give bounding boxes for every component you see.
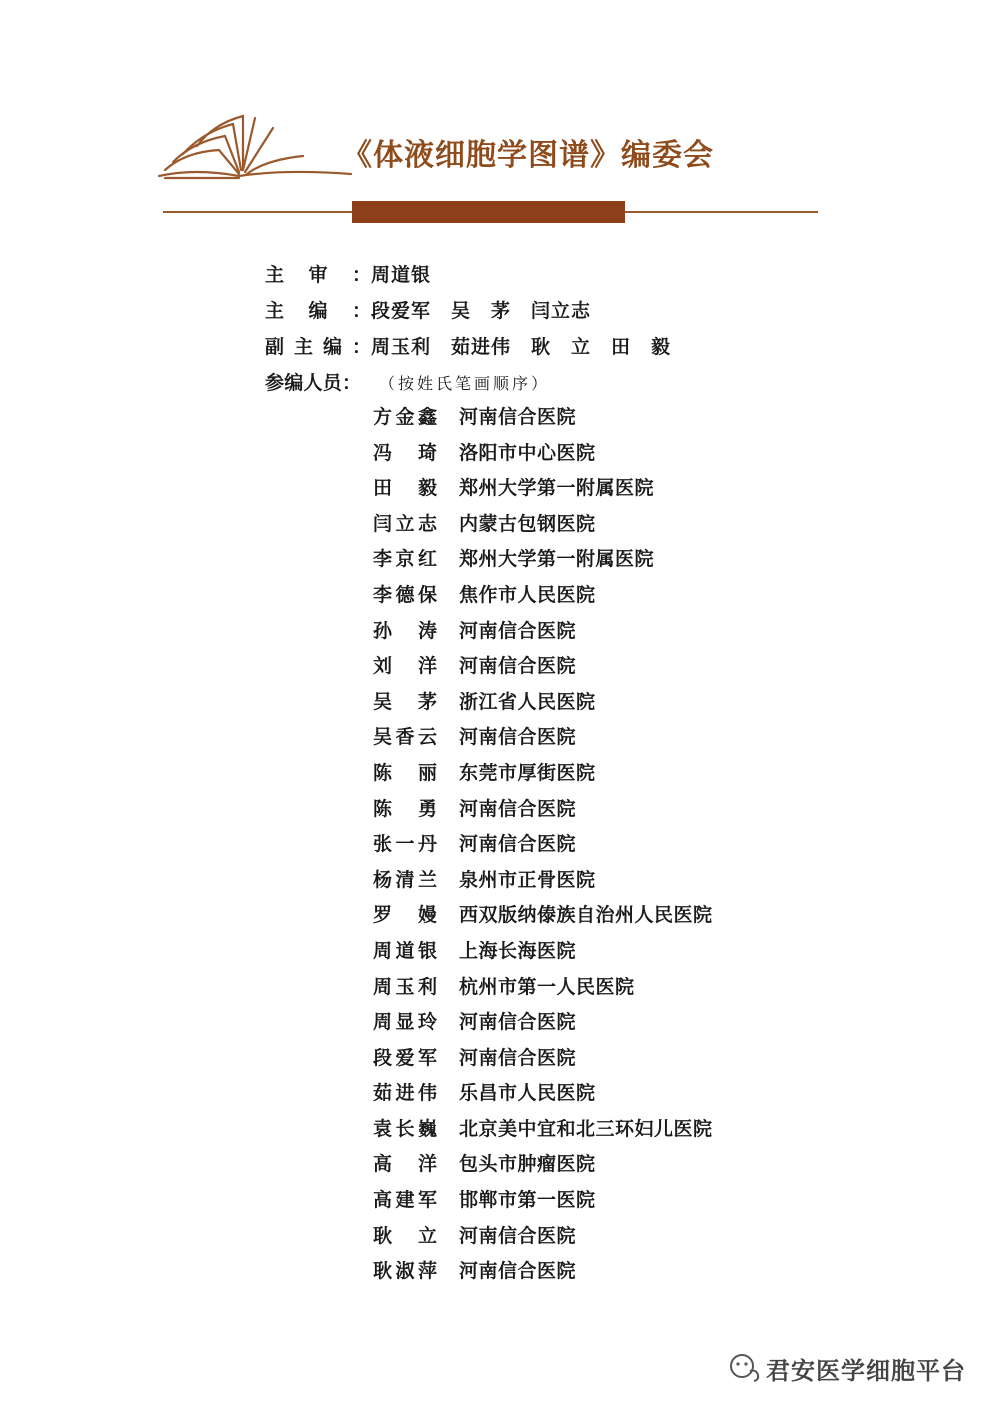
list-item [373, 758, 713, 794]
member-institution: 西双版纳傣族自治州人民医院 [459, 904, 713, 927]
title-accent-bar [352, 201, 625, 223]
member-institution: 郑州大学第一附属医院 [459, 548, 655, 571]
member-institution: 河南信合医院 [459, 1224, 577, 1247]
member-name: 高洋 [373, 1153, 437, 1176]
list-item [373, 936, 713, 972]
list-item [373, 1185, 713, 1221]
member-institution: 河南信合医院 [459, 619, 577, 642]
member-name: 李德保 [373, 583, 437, 606]
role-label: 主审： [265, 264, 371, 286]
role-associate-editors [265, 332, 671, 368]
list-item [373, 1078, 713, 1114]
member-institution: 上海长海医院 [459, 939, 577, 962]
member-name: 耿淑萍 [373, 1260, 437, 1283]
member-name: 吴香云 [373, 726, 437, 749]
list-item [373, 509, 713, 545]
member-institution: 河南信合医院 [459, 655, 577, 678]
member-name: 刘洋 [373, 655, 437, 678]
member-name: 李京红 [373, 548, 437, 571]
list-item [373, 544, 713, 580]
member-name: 袁长巍 [373, 1117, 437, 1140]
role-chief-reviewer [265, 260, 671, 296]
list-item [373, 580, 713, 616]
member-institution: 邯郸市第一医院 [459, 1189, 596, 1212]
list-item [373, 900, 713, 936]
list-item [373, 473, 713, 509]
list-item [373, 651, 713, 687]
open-book-icon [155, 112, 355, 184]
member-name: 方金鑫 [373, 406, 437, 428]
member-institution: 河南信合医院 [459, 797, 577, 820]
member-name: 罗嫚 [373, 904, 437, 927]
ordering-note: （按姓氏笔画顺序） [379, 374, 551, 393]
role-contributors [265, 368, 671, 404]
member-institution: 河南信合医院 [459, 406, 577, 428]
member-institution: 河南信合医院 [459, 1260, 577, 1283]
member-institution: 泉州市正骨医院 [459, 868, 596, 891]
list-item [373, 616, 713, 652]
source-watermark [728, 1348, 966, 1388]
role-names: 周玉利 茹进伟 耿 立 田 毅 [371, 336, 672, 358]
list-item [373, 1149, 713, 1185]
list-item [373, 829, 713, 865]
list-item [373, 722, 713, 758]
member-name: 耿立 [373, 1224, 437, 1247]
contributor-list [373, 402, 713, 1292]
member-institution: 河南信合医院 [459, 726, 577, 749]
member-name: 周道银 [373, 939, 437, 962]
member-institution: 洛阳市中心医院 [459, 441, 596, 464]
list-item [373, 794, 713, 830]
member-name: 闫立志 [373, 512, 437, 535]
member-institution: 包头市肿瘤医院 [459, 1153, 596, 1176]
member-name: 周玉利 [373, 975, 437, 998]
member-institution: 郑州大学第一附属医院 [459, 477, 655, 500]
list-item [373, 1114, 713, 1150]
member-institution: 焦作市人民医院 [459, 583, 596, 606]
list-item [373, 865, 713, 901]
member-institution: 东莞市厚街医院 [459, 761, 596, 784]
list-item [373, 438, 713, 474]
member-institution: 内蒙古包钢医院 [459, 512, 596, 535]
member-name: 段爱军 [373, 1046, 437, 1069]
member-name: 吴茅 [373, 690, 437, 713]
editorial-roles [265, 260, 671, 404]
role-names: 周道银 [371, 264, 432, 286]
member-name: 高建军 [373, 1189, 437, 1212]
member-institution: 河南信合医院 [459, 1011, 577, 1034]
role-chief-editors [265, 296, 671, 332]
page-title: 《体液细胞学图谱》编委会 [342, 138, 714, 173]
member-institution: 河南信合医院 [459, 1046, 577, 1069]
member-name: 周显玲 [373, 1011, 437, 1034]
role-label: 副主编： [265, 336, 371, 358]
member-name: 茹进伟 [373, 1082, 437, 1105]
member-institution: 乐昌市人民医院 [459, 1082, 596, 1105]
member-institution: 河南信合医院 [459, 833, 577, 856]
list-item [373, 402, 713, 438]
wechat-icon [728, 1351, 762, 1385]
role-label: 参编人员： [265, 372, 361, 394]
member-institution: 浙江省人民医院 [459, 690, 596, 713]
member-institution: 杭州市第一人民医院 [459, 975, 635, 998]
member-name: 冯琦 [373, 441, 437, 464]
member-name: 陈丽 [373, 761, 437, 784]
member-name: 杨清兰 [373, 868, 437, 891]
member-institution: 北京美中宜和北三环妇儿医院 [459, 1117, 713, 1140]
role-label: 主编： [265, 300, 371, 322]
member-name: 田毅 [373, 477, 437, 500]
member-name: 张一丹 [373, 833, 437, 856]
role-names: 段爱军 吴 茅 闫立志 [371, 300, 592, 322]
watermark-text: 君安医学细胞平台 [766, 1356, 966, 1385]
list-item [373, 1256, 713, 1292]
list-item [373, 1221, 713, 1257]
member-name: 陈勇 [373, 797, 437, 820]
list-item [373, 1043, 713, 1079]
list-item [373, 687, 713, 723]
list-item [373, 1007, 713, 1043]
list-item [373, 972, 713, 1008]
member-name: 孙涛 [373, 619, 437, 642]
